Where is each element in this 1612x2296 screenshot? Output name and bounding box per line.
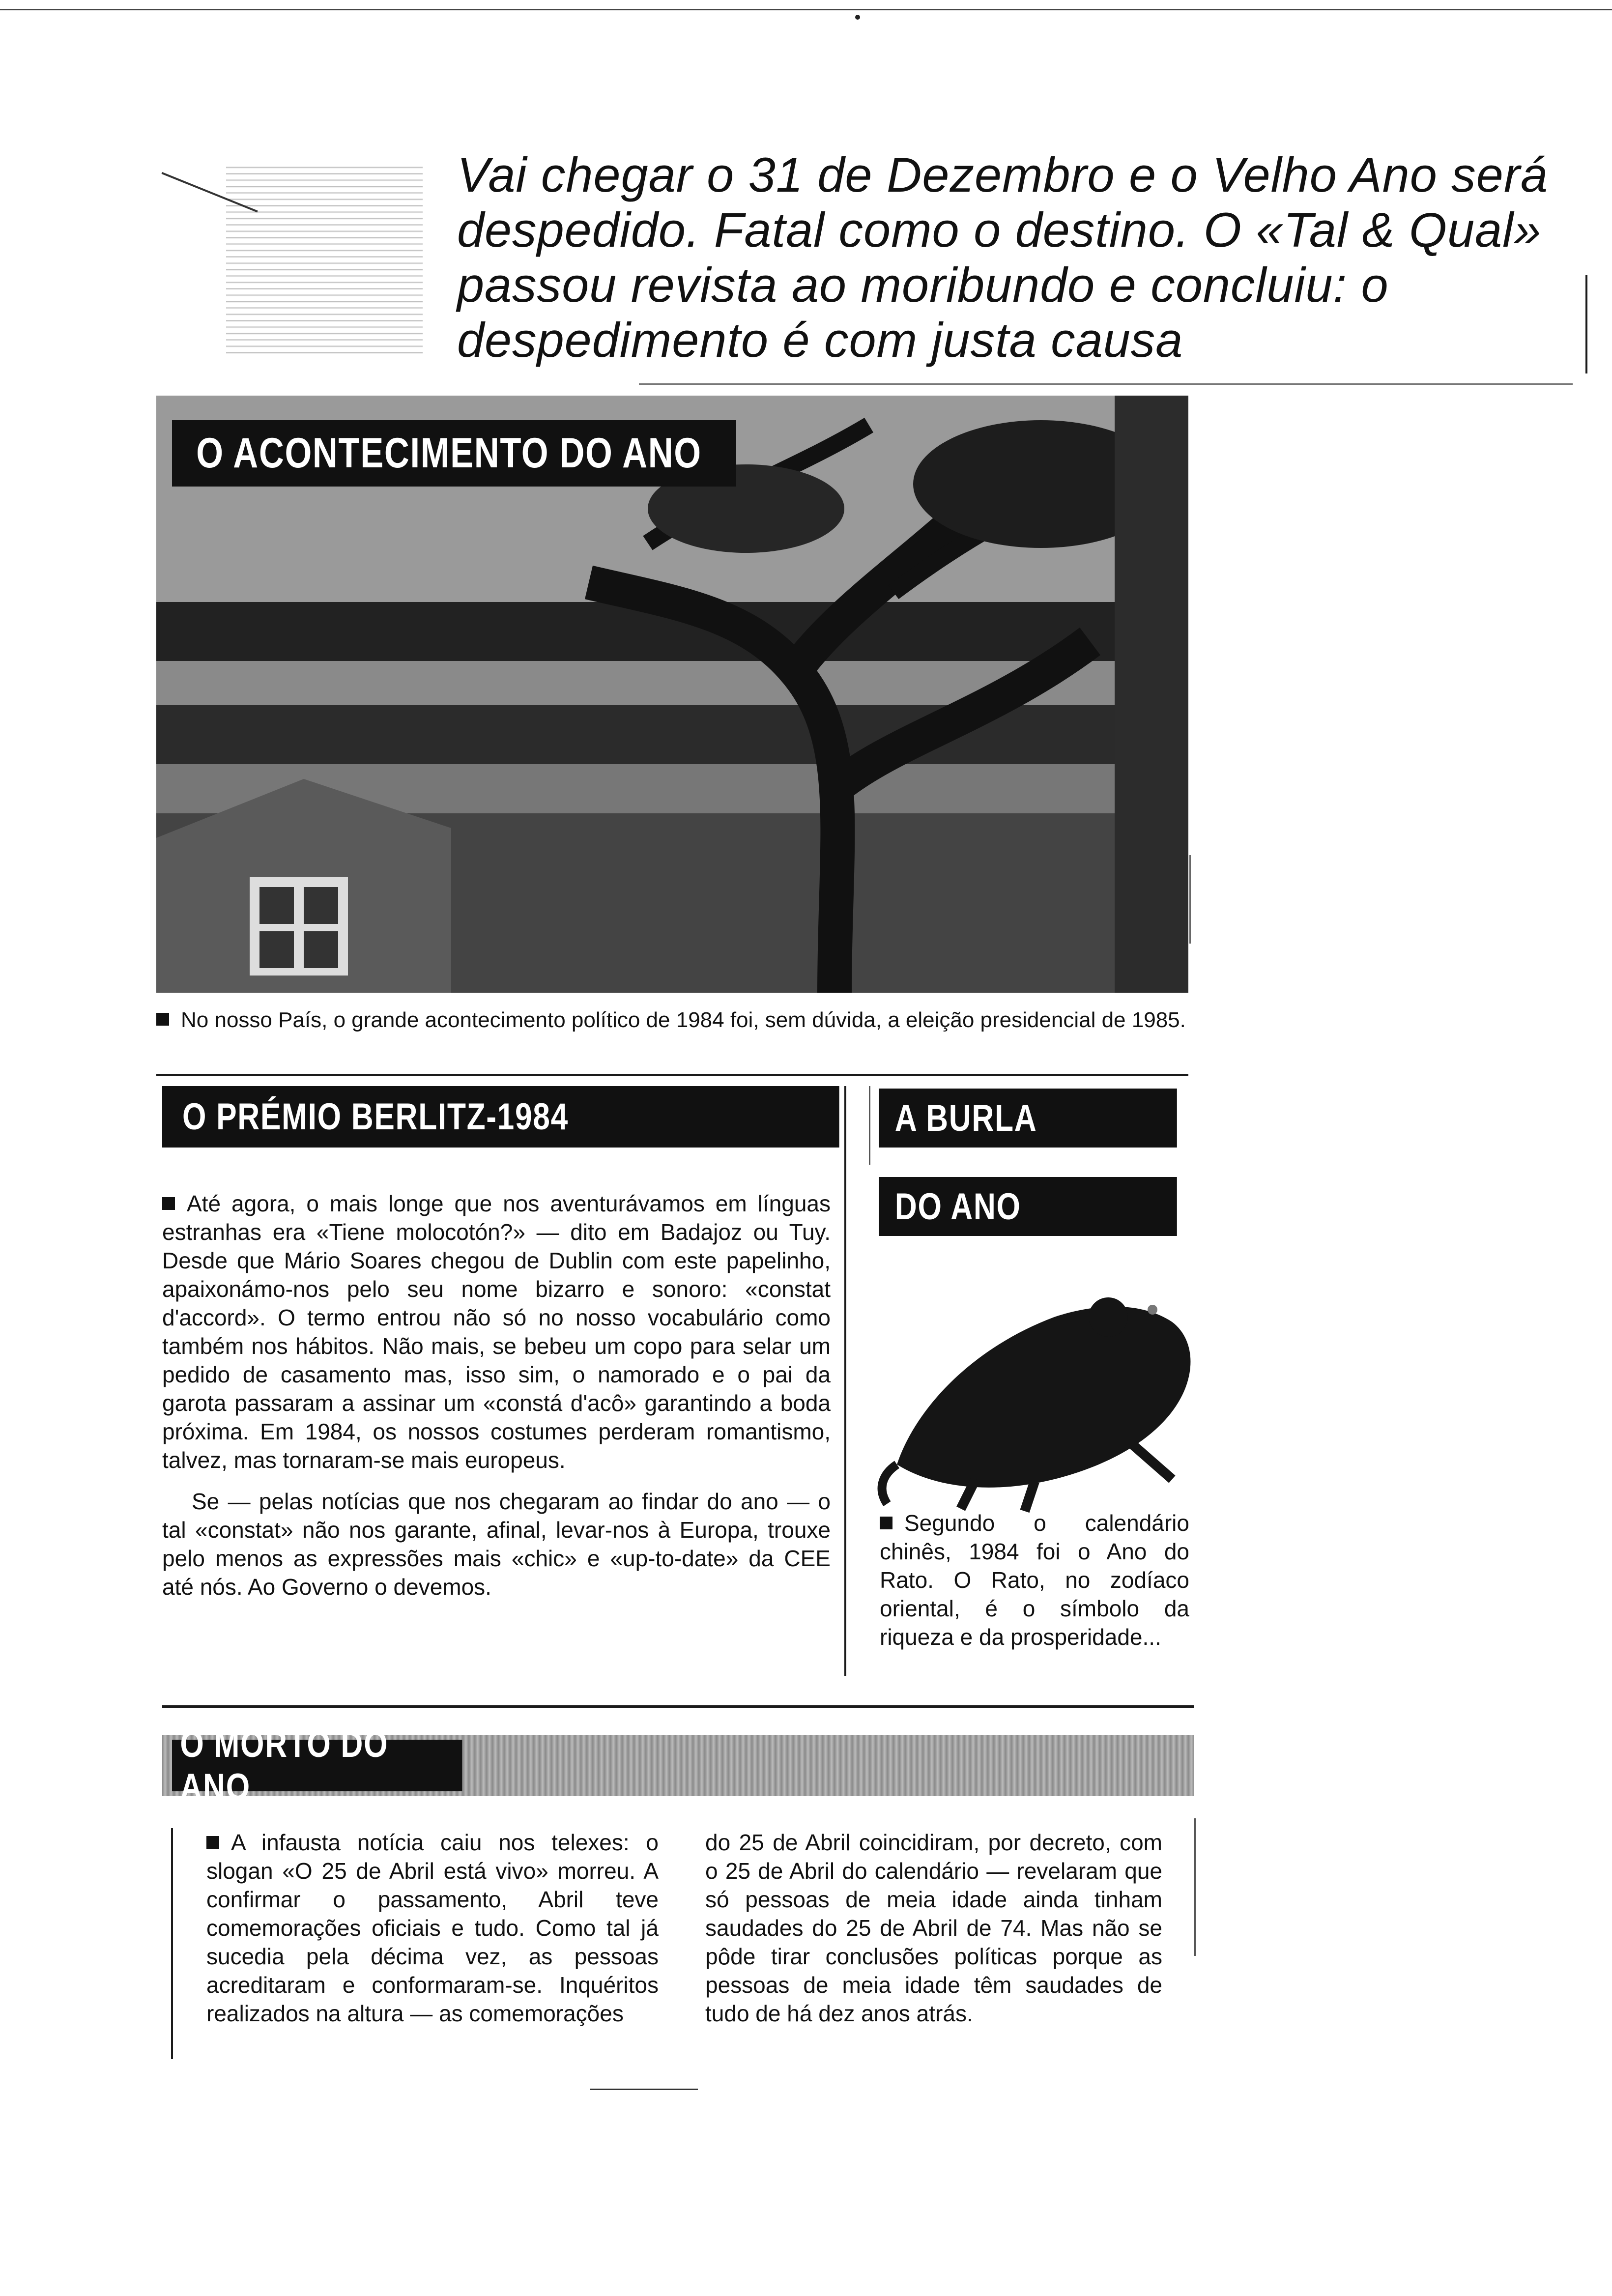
headline: Vai chegar o 31 de Dezembro e o Velho Ano será despedido. Fatal como o destino. O «Tal & Qual» passou revista ao moribundo e concluiu: o despedimento é com justa causa: [457, 147, 1548, 367]
morto-column-1-paragraph: [206, 1828, 659, 2028]
bullet-square-icon: [162, 1197, 175, 1210]
bottom-rule: [590, 2089, 698, 2090]
burla-paragraph: [880, 1509, 1189, 1651]
rat-illustration: [877, 1258, 1202, 1514]
berlitz-paragraph-1: [162, 1189, 831, 1474]
morto-banner: [172, 1723, 462, 1808]
berlitz-article: [162, 1189, 831, 1601]
morto-column-2: [705, 1828, 1162, 2028]
berlitz-paragraph-2: Se — pelas notícias que nos chegaram ao findar do ano — o tal «constat» não nos garante, afinal, levar-nos à Europa, trouxe pelo menos as expressões mais «chic» e «up-to-date» da CEE até nós. Ao Governo o devemos.: [162, 1489, 831, 1600]
morto-left-rule: [171, 1828, 173, 2059]
event-caption: [156, 1007, 1238, 1033]
bullet-square-icon: [156, 1013, 169, 1026]
morto-column-2-paragraph: do 25 de Abril coincidiram, por decreto, com o 25 de Abril do calendário — revelaram que só pessoas de meia idade ainda tinham saudades do 25 de Abril de 74. Mas não se pôde tirar conclusões políticas porque as pessoas de meia idade têm saudades de tudo de há dez anos atrás.: [705, 1830, 1162, 2026]
burla-banner-line2-text: DO ANO: [894, 1185, 1021, 1228]
burla-banner-line2: [879, 1177, 1177, 1236]
caption-underline: [156, 1074, 1188, 1076]
morto-right-rule: [1194, 1818, 1196, 1956]
bullet-square-icon: [206, 1836, 219, 1849]
decorative-lines: [226, 162, 423, 354]
event-caption-text: No nosso País, o grande acontecimento político de 1984 foi, sem dúvida, a eleição presidencial de 1985.: [181, 1008, 1186, 1032]
burla-banner-line1: [879, 1089, 1177, 1148]
top-dot: [855, 15, 860, 20]
top-border-rule: [0, 9, 1612, 10]
berlitz-banner: [162, 1086, 839, 1148]
morto-column-1-text: A infausta notícia caiu nos telexes: o slogan «O 25 de Abril está vivo» morreu. A confirmar o passamento, Abril teve comemorações oficiais e tudo. Como tal já sucedia pela décima vez, as pessoas acreditaram e conformaram-se. Inquéritos realizados na altura — as comemorações: [206, 1830, 659, 2026]
section-separator: [162, 1705, 1194, 1708]
morto-column-1: [206, 1828, 659, 2028]
headline-right-rule: [1585, 275, 1587, 373]
morto-banner-text: O MORTO DO ANO: [180, 1723, 389, 1808]
burla-banner-line1-text: A BURLA: [894, 1097, 1037, 1139]
headline-bottom-rule: [639, 383, 1573, 385]
berlitz-banner-text: O PRÉMIO BERLITZ-1984: [182, 1096, 569, 1138]
rat-icon: [877, 1258, 1202, 1514]
berlitz-paragraph-1-text: Até agora, o mais longe que nos aventurávamos em línguas estranhas era «Tiene molocotón?» — dito em Badajoz ou Tuy. Desde que Mário Soares chegou de Dublin com este papelinho, apaixonámo-nos pelo seu nome bizarro e sonoro: «constat d'accord». O termo entrou não só no nosso vocabulário como também nos hábitos. Não mais, se bebeu um copo para selar um pedido de casamento mas, isso sim, o namorado e o pai da garota passaram a assinar um «constá d'acô» garantindo a boda próxima. Em 1984, os nossos costumes perderam romantismo, talvez, mas tornaram-se mais europeus.: [162, 1191, 831, 1473]
burla-paragraph-text: Segundo o calendário chinês, 1984 foi o Ano do Rato. O Rato, no zodíaco oriental, é o símbolo da riqueza e da prosperidade...: [880, 1510, 1189, 1650]
photo-right-dots: [1189, 855, 1191, 944]
column-rule-left: [844, 1086, 846, 1676]
event-banner: [172, 420, 736, 487]
event-banner-text: O ACONTECIMENTO DO ANO: [196, 430, 702, 477]
bullet-square-icon: [880, 1517, 892, 1529]
burla-article: [880, 1509, 1189, 1651]
column-rule-right: [869, 1086, 870, 1165]
